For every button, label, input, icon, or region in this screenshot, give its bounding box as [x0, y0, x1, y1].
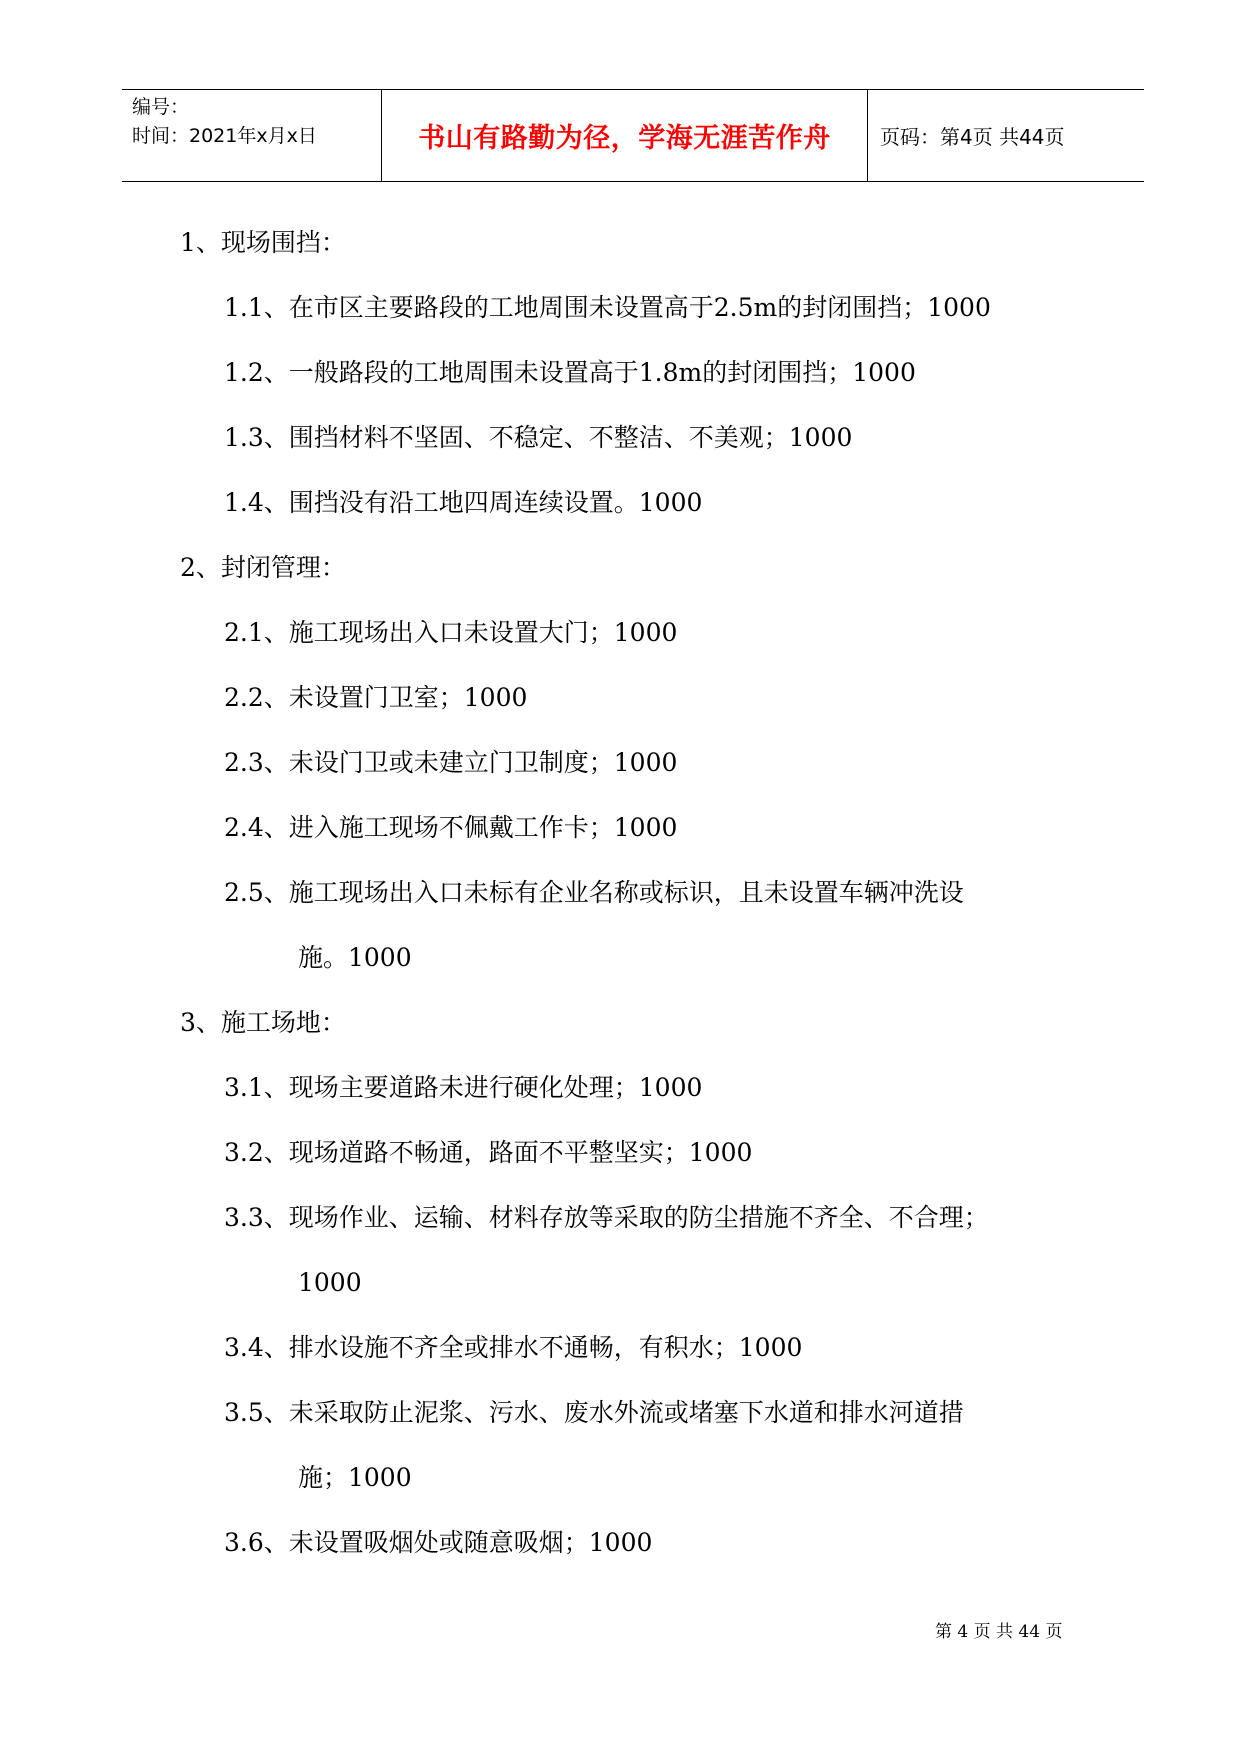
list-item-3-3-continued: 1000	[298, 1268, 362, 1297]
list-item-3-4: 3.4、排水设施不齐全或排水不通畅，有积水；1000	[224, 1333, 803, 1362]
list-item-3-1: 3.1、现场主要道路未进行硬化处理；1000	[224, 1073, 703, 1102]
section-heading-2: 2、封闭管理：	[180, 553, 346, 582]
document-number-label: 编号：	[132, 96, 190, 118]
header-motto: 书山有路勤为径，学海无涯苦作舟	[418, 123, 831, 154]
section-heading-1: 1、现场围挡：	[180, 228, 346, 257]
document-time-label: 时间：2021年x月x日	[132, 125, 317, 147]
list-item-3-3: 3.3、现场作业、运输、材料存放等采取的防尘措施不齐全、不合理；	[224, 1203, 989, 1232]
list-item-1-2: 1.2、一般路段的工地周围未设置高于1.8m的封闭围挡；1000	[224, 358, 916, 387]
list-item-1-3: 1.3、围挡材料不坚固、不稳定、不整洁、不美观；1000	[224, 423, 853, 452]
header-page-cell	[868, 90, 1144, 181]
list-item-1-1: 1.1、在市区主要路段的工地周围未设置高于2.5m的封闭围挡；1000	[224, 293, 991, 322]
list-item-2-2: 2.2、未设置门卫室；1000	[224, 683, 528, 712]
list-item-3-2: 3.2、现场道路不畅通，路面不平整坚实；1000	[224, 1138, 753, 1167]
list-item-2-3: 2.3、未设门卫或未建立门卫制度；1000	[224, 748, 678, 777]
list-item-3-6: 3.6、未设置吸烟处或随意吸烟；1000	[224, 1528, 653, 1557]
header-meta-cell	[122, 90, 382, 181]
list-item-2-5: 2.5、施工现场出入口未标有企业名称或标识，且未设置车辆冲洗设	[224, 878, 964, 907]
list-item-3-5: 3.5、未采取防止泥浆、污水、废水外流或堵塞下水道和排水河道措	[224, 1398, 964, 1427]
section-heading-3: 3、施工场地：	[180, 1008, 346, 1037]
document-header	[122, 89, 1144, 182]
list-item-2-5-continued: 施。1000	[298, 943, 412, 972]
page-footer: 第 4 页 共 44 页	[935, 1622, 1063, 1642]
header-motto-cell	[382, 90, 868, 181]
list-item-2-4: 2.4、进入施工现场不佩戴工作卡；1000	[224, 813, 678, 842]
list-item-2-1: 2.1、施工现场出入口未设置大门；1000	[224, 618, 678, 647]
header-page-code: 页码：第4页 共44页	[880, 125, 1065, 149]
list-item-3-5-continued: 施；1000	[298, 1463, 412, 1492]
list-item-1-4: 1.4、围挡没有沿工地四周连续设置。1000	[224, 488, 703, 517]
